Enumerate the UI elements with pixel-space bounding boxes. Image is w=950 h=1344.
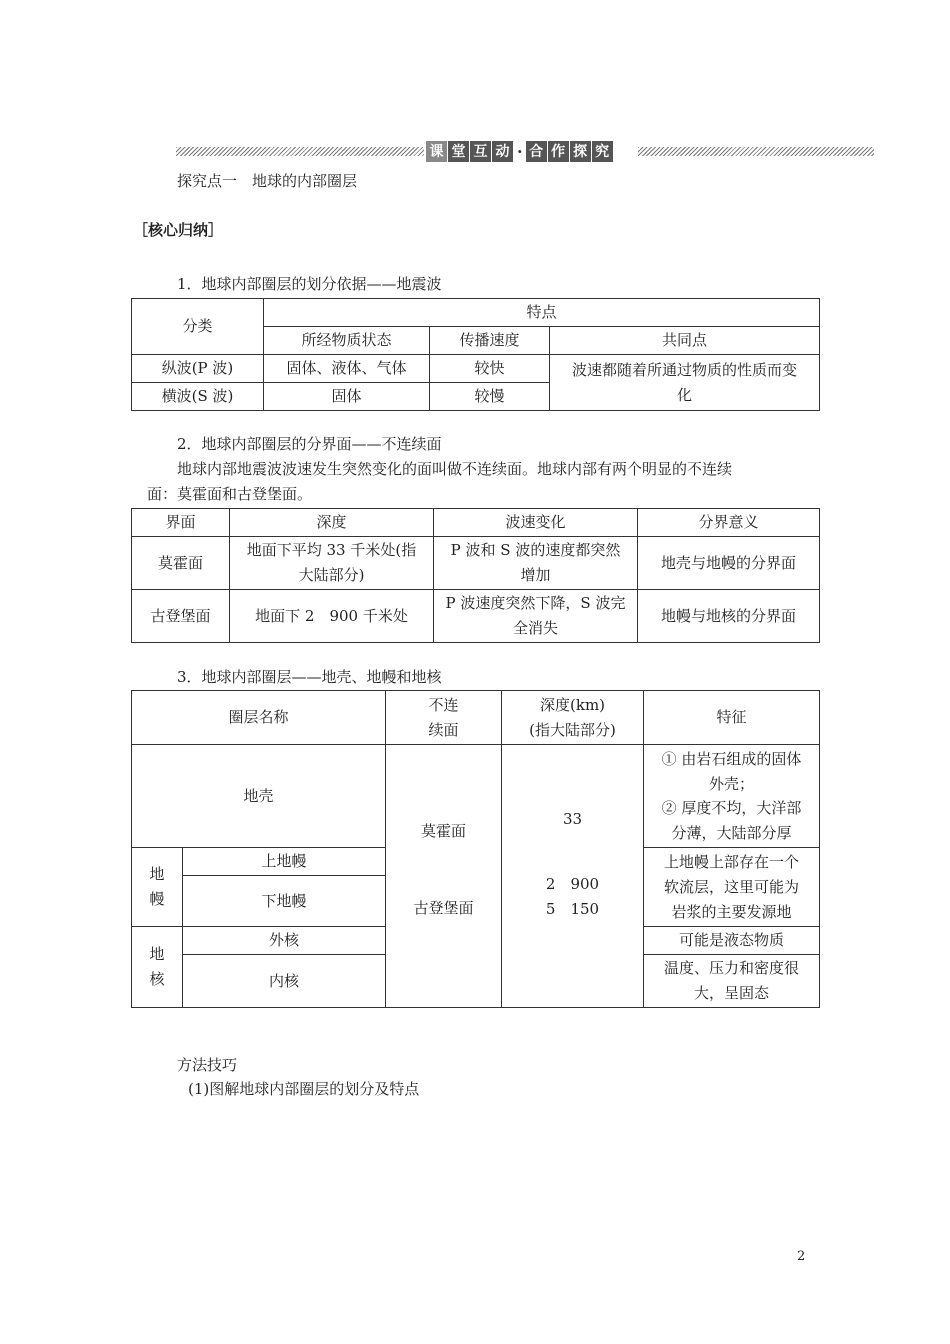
item1-heading: 1．地球内部圈层的划分依据——地震波 [177,275,442,293]
item2-paragraph-line: 地球内部地震波波速发生突然变化的面叫做不连续面。地球内部有两个明显的不连续 [177,460,733,478]
common-feature [550,355,820,411]
interface-meaning: 地壳与地幔的分界面 [638,537,820,590]
item2-heading: 2．地球内部圈层的分界面——不连续面 [177,435,442,453]
interface-name: 莫霍面 [132,537,230,590]
wave-line: P 波速度突然下降，S 波完 [445,594,626,612]
header-speed: 传播速度 [430,327,550,355]
header-wave-change: 波速变化 [434,509,638,537]
mantle-char: 幔 [149,890,165,908]
upper-mantle: 上地幔 [183,848,386,876]
depth-line: 地面下平均 33 千米处(指 [246,541,417,559]
interface-depth [230,537,434,590]
depth-33: 33 [562,810,583,828]
interface-depth: 地面下 2 900 千米处 [230,590,434,643]
interface-wave-change [434,590,638,643]
banner-right-hatch [638,147,874,156]
header-line: 深度(km) [540,695,606,714]
wave-line: 全消失 [512,619,558,637]
wave-name: 纵波(P 波) [132,355,264,383]
interface-name: 古登堡面 [132,590,230,643]
feature-line: 大，呈固态 [694,984,770,1002]
banner-char: 课 [426,141,447,162]
wave-line: 增加 [520,566,551,584]
feature-line: 分薄，大陆部分厚 [671,823,792,842]
wave-speed: 较慢 [430,383,550,411]
depth-2900: 2 900 [545,875,600,893]
banner-char: 动 [492,141,513,162]
banner-char: 究 [592,141,613,162]
inner-core: 内核 [183,955,386,1008]
lower-mantle: 下地幔 [183,876,386,927]
feature-line: ① 由岩石组成的固体 [661,750,802,768]
header-classify: 分类 [132,299,264,355]
wave-speed: 较快 [430,355,550,383]
banner-left-hatch [176,147,424,156]
header-line: 续面 [428,720,459,739]
depth-5150: 5 150 [545,900,600,918]
page-number: 2 [797,1249,806,1264]
header-line: (指大陆部分) [529,720,616,739]
crust-feature [644,745,820,848]
seismic-wave-table [131,298,820,411]
depth-cell [502,745,644,1008]
core-heading: ［核心归纳］ [133,221,224,239]
inner-core-feature [644,955,820,1008]
outer-core-feature: 可能是液态物质 [644,927,820,955]
mantle-cell [132,848,183,927]
core-char: 地 [149,945,165,963]
feature-line: 岩浆的主要发源地 [671,902,792,921]
banner-char: 作 [548,141,569,162]
method-heading: 方法技巧 [177,1056,238,1074]
feature-line: 软流层，这里可能为 [664,877,800,896]
header-meaning: 分界意义 [638,509,820,537]
header-feature: 特征 [644,691,820,745]
banner-char: 合 [526,141,547,162]
discontinuity-table [131,508,820,643]
mantle-feature [644,848,820,927]
header-line: 不连 [428,695,459,714]
header-common: 共同点 [550,327,820,355]
moho-label: 莫霍面 [421,822,467,840]
wave-line: P 波和 S 波的速度都突然 [450,541,621,559]
gutenberg-label: 古登堡面 [413,899,474,917]
core-cell [132,927,183,1008]
section-title: 探究点一 地球的内部圈层 [177,172,358,190]
wave-name: 横波(S 波) [132,383,264,411]
wave-state: 固体 [264,383,430,411]
interface-meaning: 地幔与地核的分界面 [638,590,820,643]
depth-line: 大陆部分) [298,566,365,584]
feature-line: 温度、压力和密度很 [664,959,800,977]
item2-paragraph-line: 面：莫霍面和古登堡面。 [147,485,313,503]
item3-heading: 3．地球内部圈层——地壳、地幔和地核 [177,668,442,686]
mantle-char: 地 [149,865,165,883]
banner-separator: · [517,141,523,161]
method-item: (1)图解地球内部圈层的划分及特点 [188,1080,420,1098]
feature-line: ② 厚度不均，大洋部 [661,799,802,817]
wave-state: 固体、液体、气体 [264,355,430,383]
interface-wave-change [434,537,638,590]
header-discontinuity [386,691,502,745]
header-layer-name: 圈层名称 [132,691,386,745]
earth-layers-table [131,690,820,1008]
discontinuity-cell [386,745,502,1008]
core-char: 核 [149,970,165,988]
header-features: 特点 [264,299,820,327]
banner-char: 探 [570,141,591,162]
banner-char: 互 [470,141,491,162]
section-banner [426,140,614,162]
feature-line: 上地幔上部存在一个 [664,852,800,871]
header-state: 所经物质状态 [264,327,430,355]
crust-cell: 地壳 [132,745,386,848]
banner-char: 堂 [448,141,469,162]
common-line: 波速都随着所通过物质的性质而变 [572,360,798,379]
header-interface: 界面 [132,509,230,537]
feature-line: 外壳； [709,774,755,793]
header-depth: 深度 [230,509,434,537]
common-line: 化 [677,385,693,404]
outer-core: 外核 [183,927,386,955]
header-depth-km [502,691,644,745]
